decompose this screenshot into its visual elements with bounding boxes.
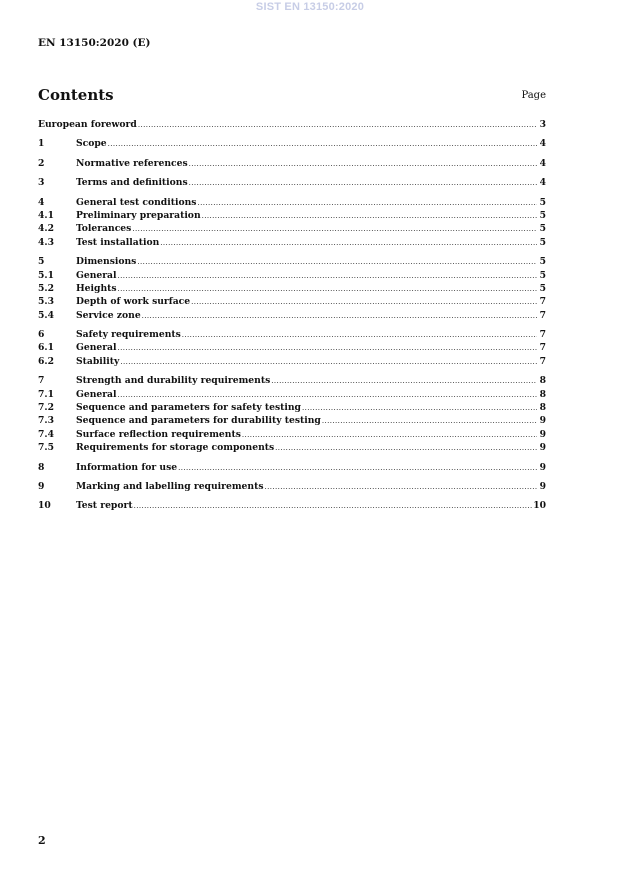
toc-entry-number: 7.4 bbox=[38, 428, 54, 440]
toc-entry-title: General bbox=[76, 342, 117, 354]
toc-entry-title: Scope bbox=[76, 138, 107, 150]
toc-entry-page: 7 bbox=[539, 342, 546, 354]
toc-entry-title: Test installation bbox=[76, 236, 160, 248]
toc-entry-number: 8 bbox=[38, 461, 45, 473]
toc-entry-title: General bbox=[76, 269, 117, 281]
toc-entry-page: 5 bbox=[539, 196, 546, 208]
toc-entry-page: 10 bbox=[533, 500, 546, 512]
toc-entry-title: European foreword bbox=[38, 119, 137, 130]
toc-leader-dots bbox=[118, 269, 537, 283]
toc-entry[interactable] bbox=[38, 176, 546, 189]
toc-entry[interactable] bbox=[38, 118, 546, 131]
toc-leader-dots bbox=[322, 414, 537, 428]
toc-leader-dots bbox=[108, 137, 537, 151]
toc-entry[interactable] bbox=[38, 236, 546, 249]
toc-entry-title: Normative references bbox=[76, 157, 188, 169]
toc-entry-page: 8 bbox=[539, 388, 546, 400]
toc-leader-dots bbox=[275, 441, 537, 455]
toc-entry-number: 3 bbox=[38, 177, 45, 189]
table-of-contents bbox=[38, 118, 546, 513]
toc-entry-number: 9 bbox=[38, 480, 45, 492]
toc-leader-dots bbox=[182, 328, 537, 342]
page-column-label: Page bbox=[521, 90, 546, 101]
toc-entry-page: 4 bbox=[539, 157, 546, 169]
toc-entry-title: Marking and labelling requirements bbox=[76, 480, 264, 492]
toc-entry-title: Requirements for storage components bbox=[76, 442, 275, 454]
toc-entry-number: 5.1 bbox=[38, 269, 54, 281]
toc-entry-number: 7.1 bbox=[38, 388, 54, 400]
toc-leader-dots bbox=[302, 401, 537, 415]
toc-entry-title: Preliminary preparation bbox=[76, 209, 201, 221]
toc-entry-page: 5 bbox=[539, 236, 546, 248]
toc-leader-dots bbox=[265, 480, 538, 494]
toc-entry[interactable] bbox=[38, 341, 546, 354]
toc-entry[interactable] bbox=[38, 157, 546, 170]
toc-entry-title: Stability bbox=[76, 355, 120, 367]
toc-entry-number: 7.5 bbox=[38, 442, 54, 454]
toc-leader-dots bbox=[134, 499, 533, 513]
toc-entry[interactable] bbox=[38, 414, 546, 427]
toc-leader-dots bbox=[118, 282, 537, 296]
contents-heading: Contents bbox=[38, 86, 114, 104]
toc-entry-page: 5 bbox=[539, 209, 546, 221]
toc-entry[interactable] bbox=[38, 137, 546, 150]
toc-leader-dots bbox=[120, 355, 537, 369]
toc-leader-dots bbox=[118, 388, 537, 402]
toc-entry-number: 5.3 bbox=[38, 296, 54, 308]
toc-entry-page: 7 bbox=[539, 355, 546, 367]
toc-entry-page: 7 bbox=[539, 309, 546, 321]
toc-entry-title: Test report bbox=[76, 500, 133, 512]
toc-leader-dots bbox=[138, 118, 537, 132]
toc-leader-dots bbox=[271, 374, 537, 388]
page-number: 2 bbox=[38, 834, 46, 847]
toc-entry-page: 9 bbox=[539, 480, 546, 492]
toc-entry-number: 4 bbox=[38, 196, 45, 208]
toc-entry-page: 4 bbox=[539, 138, 546, 150]
watermark: SIST EN 13150:2020 bbox=[255, 1, 365, 13]
toc-entry-title: General bbox=[76, 388, 117, 400]
toc-leader-dots bbox=[160, 236, 537, 250]
toc-entry[interactable] bbox=[38, 441, 546, 454]
toc-entry-title: Sequence and parameters for safety testing bbox=[76, 402, 301, 414]
toc-entry-number: 7.3 bbox=[38, 415, 54, 427]
toc-entry-number: 1 bbox=[38, 138, 45, 150]
toc-entry-page: 7 bbox=[539, 296, 546, 308]
toc-entry-number: 4.2 bbox=[38, 223, 54, 235]
toc-leader-dots bbox=[202, 209, 537, 223]
toc-entry-number: 5.2 bbox=[38, 282, 54, 294]
toc-entry[interactable] bbox=[38, 255, 546, 268]
toc-leader-dots bbox=[191, 295, 537, 309]
toc-entry-page: 3 bbox=[539, 119, 546, 130]
toc-entry-page: 8 bbox=[539, 402, 546, 414]
toc-leader-dots bbox=[242, 428, 537, 442]
toc-leader-dots bbox=[137, 255, 537, 269]
toc-leader-dots bbox=[132, 222, 537, 236]
toc-entry-number: 7.2 bbox=[38, 402, 54, 414]
toc-entry-number: 4.3 bbox=[38, 236, 54, 248]
toc-entry-number: 6.2 bbox=[38, 355, 54, 367]
toc-entry-title: Service zone bbox=[76, 309, 141, 321]
toc-entry-page: 4 bbox=[539, 177, 546, 189]
toc-entry-title: Surface reflection requirements bbox=[76, 428, 241, 440]
toc-entry-title: Dimensions bbox=[76, 256, 137, 268]
toc-entry-page: 5 bbox=[539, 269, 546, 281]
toc-leader-dots bbox=[142, 309, 537, 323]
toc-entry-title: Safety requirements bbox=[76, 329, 181, 341]
toc-entry-title: Strength and durability requirements bbox=[76, 375, 271, 387]
toc-entry-title: Terms and definitions bbox=[76, 177, 188, 189]
toc-entry[interactable] bbox=[38, 222, 546, 235]
toc-entry-title: General test conditions bbox=[76, 196, 197, 208]
toc-entry[interactable] bbox=[38, 374, 546, 387]
toc-entry-number: 7 bbox=[38, 375, 45, 387]
toc-leader-dots bbox=[189, 157, 537, 171]
toc-entry-page: 8 bbox=[539, 375, 546, 387]
toc-entry-number: 5.4 bbox=[38, 309, 54, 321]
toc-entry-page: 9 bbox=[539, 415, 546, 427]
toc-entry-number: 5 bbox=[38, 256, 45, 268]
toc-entry-page: 9 bbox=[539, 461, 546, 473]
toc-entry-number: 2 bbox=[38, 157, 45, 169]
toc-entry[interactable] bbox=[38, 309, 546, 322]
toc-entry[interactable] bbox=[38, 328, 546, 341]
toc-entry[interactable] bbox=[38, 388, 546, 401]
toc-entry[interactable] bbox=[38, 209, 546, 222]
toc-entry-page: 5 bbox=[539, 223, 546, 235]
toc-entry-title: Depth of work surface bbox=[76, 296, 191, 308]
toc-entry[interactable] bbox=[38, 401, 546, 414]
toc-leader-dots bbox=[197, 196, 537, 210]
toc-entry[interactable] bbox=[38, 295, 546, 308]
toc-entry-number: 6 bbox=[38, 329, 45, 341]
toc-leader-dots bbox=[118, 341, 537, 355]
toc-entry-title: Tolerances bbox=[76, 223, 132, 235]
toc-entry[interactable] bbox=[38, 282, 546, 295]
toc-entry[interactable] bbox=[38, 480, 546, 493]
toc-entry-title: Heights bbox=[76, 282, 117, 294]
toc-entry[interactable] bbox=[38, 355, 546, 368]
toc-entry-title: Sequence and parameters for durability testing bbox=[76, 415, 321, 427]
toc-leader-dots bbox=[189, 176, 537, 190]
toc-entry-number: 6.1 bbox=[38, 342, 54, 354]
toc-entry[interactable] bbox=[38, 269, 546, 282]
toc-entry-number: 10 bbox=[38, 500, 51, 512]
toc-entry-page: 5 bbox=[539, 282, 546, 294]
toc-entry-page: 5 bbox=[539, 256, 546, 268]
toc-entry[interactable] bbox=[38, 428, 546, 441]
toc-entry[interactable] bbox=[38, 196, 546, 209]
toc-entry-page: 9 bbox=[539, 428, 546, 440]
toc-leader-dots bbox=[178, 461, 537, 475]
toc-entry[interactable] bbox=[38, 461, 546, 474]
toc-entry[interactable] bbox=[38, 499, 546, 512]
toc-entry-title: Information for use bbox=[76, 461, 178, 473]
toc-entry-page: 7 bbox=[539, 329, 546, 341]
toc-entry-page: 9 bbox=[539, 442, 546, 454]
toc-entry-number: 4.1 bbox=[38, 209, 54, 221]
document-id: EN 13150:2020 (E) bbox=[38, 37, 151, 49]
